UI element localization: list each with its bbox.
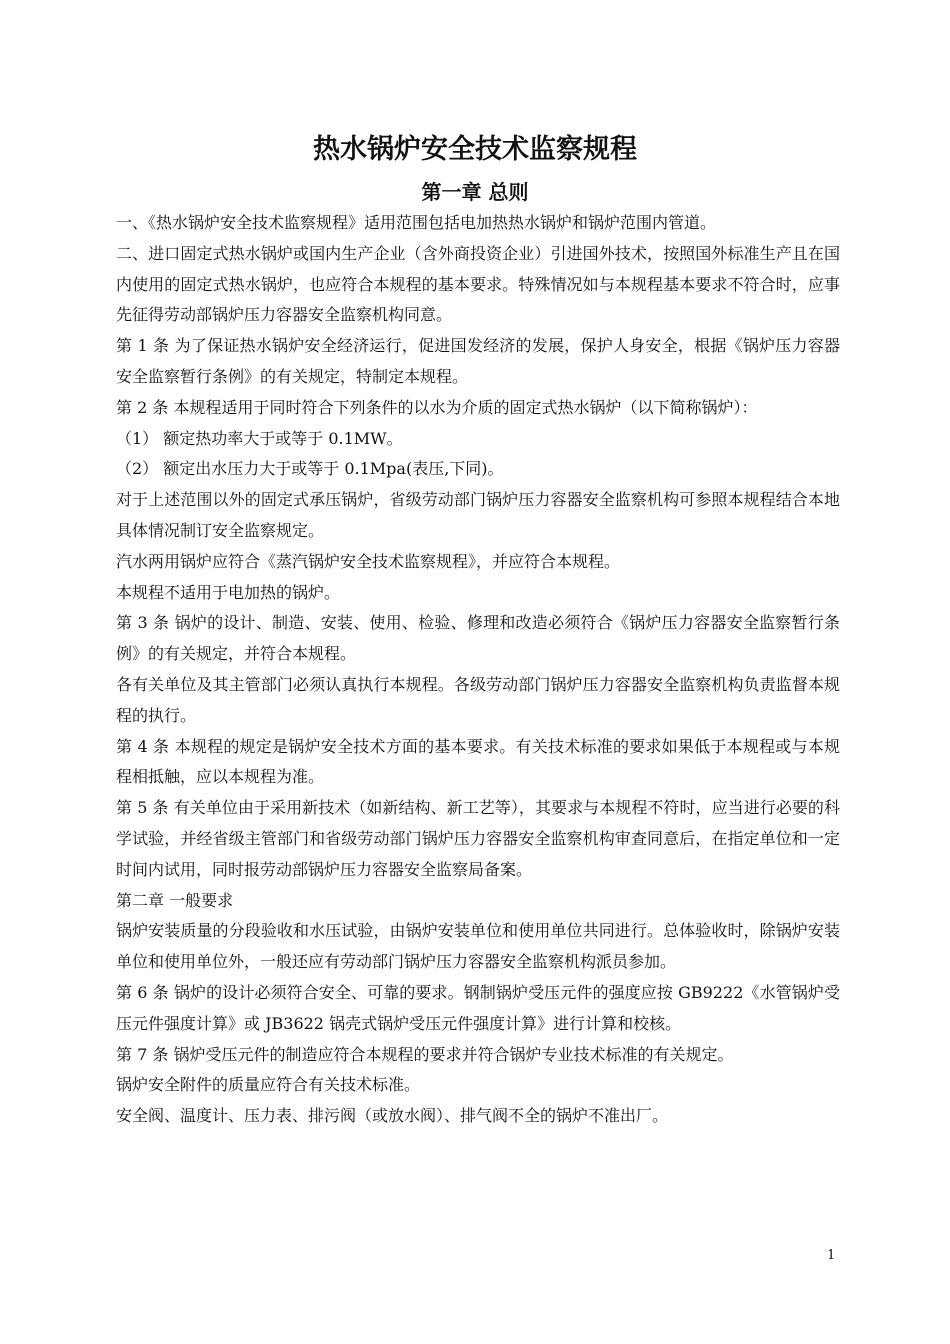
paragraph-article-4: 第 4 条 本规程的规定是锅炉安全技术方面的基本要求。有关技术标准的要求如果低于本规程或与本规程相抵触，应以本规程为准。 (116, 736, 840, 787)
paragraph-article-7: 第 7 条 锅炉受压元件的制造应符合本规程的要求并符合锅炉专业技术标准的有关规定。 (116, 1044, 734, 1064)
paragraph-article-2: 第 2 条 本规程适用于同时符合下列条件的以水为介质的固定式热水锅炉（以下简称锅炉）： (116, 397, 758, 417)
chapter-2-heading: 第二章 一般要求 (116, 890, 234, 910)
paragraph-supervision: 各有关单位及其主管部门必须认真执行本规程。各级劳动部门锅炉压力容器安全监察机构负责监督本规程的执行。 (116, 674, 840, 725)
page-number: 1 (827, 1248, 836, 1263)
paragraph-article-5: 第 5 条 有关单位由于采用新技术（如新结构、新工艺等），其要求与本规程不符时，应当进行必要的科学试验，并经省级主管部门和省级劳动部门锅炉压力容器安全监察机构审查同意后，在指定单位和一定时间内试用，同时报劳动部锅炉压力容器安全监察局备案。 (116, 798, 840, 879)
paragraph-installation-acceptance: 锅炉安装质量的分段验收和水压试验，由锅炉安装单位和使用单位共同进行。总体验收时，除锅炉安装单位和使用单位外，一般还应有劳动部门锅炉压力容器安全监察机构派员参加。 (116, 921, 840, 972)
paragraph-condition-1: （1） 额定热功率大于或等于 0.1MW。 (116, 428, 403, 448)
paragraph-electric-exclusion: 本规程不适用于电加热的锅炉。 (116, 582, 341, 602)
paragraph-outside-scope: 对于上述范围以外的固定式承压锅炉，省级劳动部门锅炉压力容器安全监察机构可参照本规程结合本地具体情况制订安全监察规定。 (116, 490, 840, 540)
paragraph-dual-use-boilers: 汽水两用锅炉应符合《蒸汽锅炉安全技术监察规程》，并应符合本规程。 (116, 551, 621, 571)
document-title: 热水锅炉安全技术监察规程 (313, 134, 637, 165)
document-body (116, 208, 840, 1132)
paragraph-safety-accessories: 锅炉安全附件的质量应符合有关技术标准。 (116, 1075, 421, 1095)
paragraph-article-1: 第 1 条 为了保证热水锅炉安全经济运行，促进国发经济的发展，保护人身安全，根据《锅炉压力容器安全监察暂行条例》的有关规定，特制定本规程。 (116, 336, 840, 386)
paragraph-scope: 一、《热水锅炉安全技术监察规程》适用范围包括电加热热水锅炉和锅炉范围内管道。 (116, 213, 717, 232)
paragraph-article-6: 第 6 条 锅炉的设计必须符合安全、可靠的要求。钢制锅炉受压元件的强度应按 GB9222《水管锅炉受压元件强度计算》或 JB3622 锅壳式锅炉受压元件强度计算》进行计算和校核。 (116, 982, 840, 1033)
paragraph-article-3: 第 3 条 锅炉的设计、制造、安装、使用、检验、修理和改造必须符合《锅炉压力容器安全监察暂行条例》的有关规定，并符合本规程。 (116, 613, 840, 664)
paragraph-imported-boilers: 二、进口固定式热水锅炉或国内生产企业（含外商投资企业）引进国外技术，按照国外标准生产且在国内使用的固定式热水锅炉，也应符合本规程的基本要求。特殊情况如与本规程基本要求不符合时，应事先征得劳动部锅炉压力容器安全监察机构同意。 (116, 243, 840, 325)
paragraph-factory-exit: 安全阀、温度计、压力表、排污阀（或放水阀）、排气阀不全的锅炉不准出厂。 (116, 1106, 669, 1126)
chapter-title: 第一章 总则 (421, 180, 529, 204)
paragraph-condition-2: （2） 额定出水压力大于或等于 0.1Mpa(表压,下同)。 (116, 459, 504, 479)
